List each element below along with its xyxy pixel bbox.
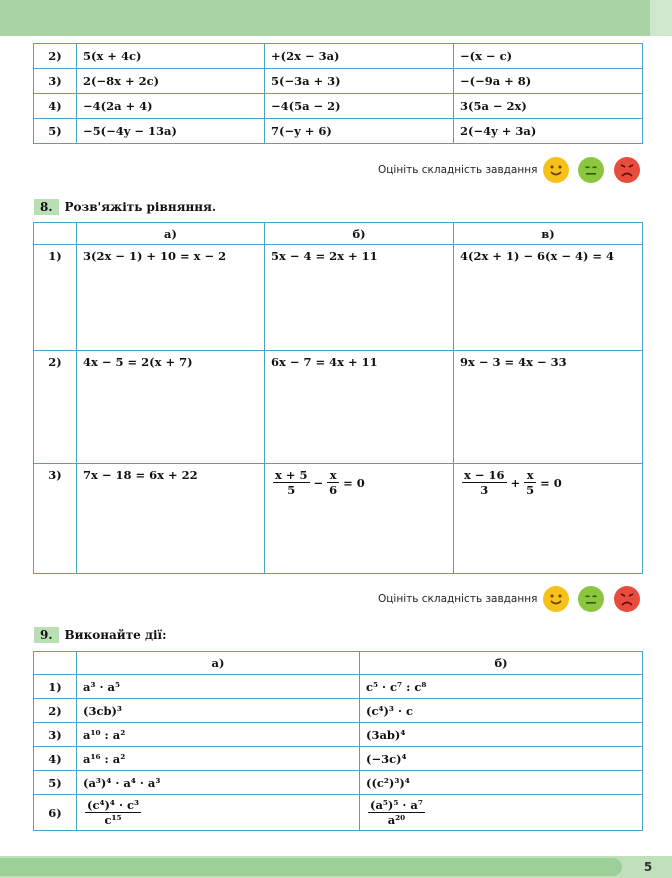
task-number: 8. [34,199,59,215]
row-number: 1) [34,245,77,351]
column-header: б) [265,223,454,245]
table-header-row [34,652,643,675]
task9-heading [34,627,167,643]
column-header: а) [77,652,360,675]
expression-cell: −4(5a − 2) [265,94,454,119]
page-number: 5 [643,860,653,874]
sad-face-icon[interactable] [614,586,640,612]
row-number: 3) [34,69,77,94]
top-banner [0,0,672,36]
table-row [34,699,643,723]
difficulty-rating-label: Оцініть складність завдання [378,593,538,605]
task8-heading [34,199,216,215]
difficulty-rating-label: Оцініть складність завдання [378,164,538,176]
sad-face-icon[interactable] [614,157,640,183]
equation-cell: 9x − 3 = 4x − 33 [454,351,643,464]
expression-cell: 2(−8x + 2c) [77,69,265,94]
neutral-face-icon[interactable] [578,157,604,183]
row-number: 5) [34,771,77,795]
fraction: $\frac{x}{5}$ [526,468,535,497]
row-number: 4) [34,94,77,119]
expression-cell: −(x − c) [454,44,643,69]
fraction: $\frac{\text{(a⁵)⁵ · a⁷}}{\text{a²⁰}}$ [370,798,423,827]
fraction: $\frac{x}{6}$ [329,468,338,497]
expression-cell: 2(−4y + 3a) [454,119,643,144]
smile-face-icon[interactable] [543,157,569,183]
equation-cell: 4x − 5 = 2(x + 7) [77,351,265,464]
column-header: в) [454,223,643,245]
row-number: 6) [34,795,77,831]
equation-cell: 7x − 18 = 6x + 22 [77,464,265,574]
expression-cell: 5(−3a + 3) [265,69,454,94]
table-row [34,44,643,69]
fraction-expression-cell [360,795,643,831]
table-row [34,747,643,771]
expression-cell: a¹⁰ : a² [77,723,360,747]
expression-cell: a¹⁶ : a² [77,747,360,771]
expression-cell: ((c²)³)⁴ [360,771,643,795]
expression-cell: (3ab)⁴ [360,723,643,747]
row-number: 5) [34,119,77,144]
row-number: 4) [34,747,77,771]
expression-cell: c⁵ · c⁷ : c⁸ [360,675,643,699]
fraction: $\frac{\text{(c⁴)⁴ · c³}}{\text{c¹⁵}}$ [87,798,140,827]
table-row [34,119,643,144]
fraction-expression-cell [77,795,360,831]
table-row [34,771,643,795]
fraction-equation-cell: $\frac{x - 16}{3}$ + $\frac{x}{5}$ = 0 [454,464,643,574]
task-number: 9. [34,627,59,643]
table-row [34,675,643,699]
table-row [34,351,643,464]
empty-header-cell [34,223,77,245]
fraction: $\frac{x - 16}{3}$ [464,468,505,497]
table-row [34,464,643,574]
task-title: Розв'яжіть рівняння. [64,200,217,214]
row-number: 2) [34,351,77,464]
expression-cell: (c⁴)³ · c [360,699,643,723]
table-row [34,94,643,119]
task-title: Виконайте дії: [64,628,167,642]
row-number: 1) [34,675,77,699]
expression-cell: a³ · a⁵ [77,675,360,699]
expression-cell: 5(x + 4c) [77,44,265,69]
top-banner-edge [650,0,672,36]
expression-cell: −(−9a + 8) [454,69,643,94]
equation-cell: 4(2x + 1) − 6(x − 4) = 4 [454,245,643,351]
expression-cell: −5(−4y − 13a) [77,119,265,144]
task7-table [33,43,643,144]
table-row [34,69,643,94]
expression-cell: (a³)⁴ · a⁴ · a³ [77,771,360,795]
expression-cell: 7(−y + 6) [265,119,454,144]
equation-cell: 6x − 7 = 4x + 11 [265,351,454,464]
table-header-row [34,223,643,245]
row-number: 3) [34,464,77,574]
equation-cell: 5x − 4 = 2x + 11 [265,245,454,351]
equation-cell: 3(2x − 1) + 10 = x − 2 [77,245,265,351]
expression-cell: +(2x − 3a) [265,44,454,69]
fraction-equation-cell: $\frac{x + 5}{5}$ − $\frac{x}{6}$ = 0 [265,464,454,574]
bottom-banner-strip [0,858,622,876]
task8-table [33,222,643,574]
row-number: 2) [34,699,77,723]
table-row [34,245,643,351]
row-number: 3) [34,723,77,747]
expression-cell: 3(5a − 2x) [454,94,643,119]
expression-cell: (−3c)⁴ [360,747,643,771]
smile-face-icon[interactable] [543,586,569,612]
neutral-face-icon[interactable] [578,586,604,612]
empty-header-cell [34,652,77,675]
fraction: $\frac{x + 5}{5}$ [275,468,308,497]
column-header: а) [77,223,265,245]
expression-cell: −4(2a + 4) [77,94,265,119]
table-row [34,795,643,831]
table-row [34,723,643,747]
expression-cell: (3cb)³ [77,699,360,723]
column-header: б) [360,652,643,675]
row-number: 2) [34,44,77,69]
task9-table [33,651,643,831]
